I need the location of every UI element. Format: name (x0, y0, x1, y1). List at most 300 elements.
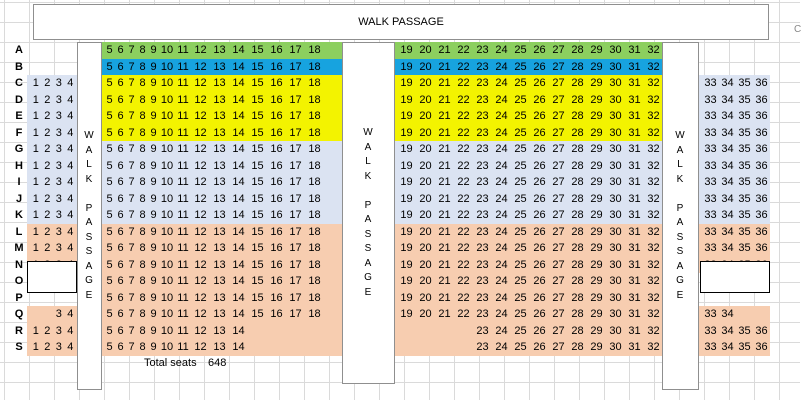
seat-number[interactable]: 11 (177, 60, 189, 73)
seat-number[interactable]: 18 (308, 275, 321, 287)
seat-number[interactable]: 2 (44, 324, 51, 337)
seat-number[interactable]: 4 (67, 192, 74, 205)
seat-number[interactable]: 9 (150, 176, 157, 188)
seat-number[interactable]: 24 (495, 258, 508, 271)
seat-number[interactable] (286, 323, 305, 340)
seat-number[interactable]: 1 (32, 324, 39, 337)
seat-number[interactable]: 7 (128, 258, 135, 271)
seat-number[interactable]: 8 (139, 143, 146, 155)
seat-number[interactable]: 27 (552, 291, 565, 304)
seat-number[interactable]: 5 (106, 44, 113, 56)
seat-number[interactable]: 23 (476, 341, 489, 353)
seat-number[interactable]: 7 (128, 209, 135, 221)
seat-number[interactable]: 23 (476, 110, 489, 122)
seat-number[interactable]: 30 (609, 275, 622, 287)
seat-number[interactable]: 32 (647, 176, 660, 188)
seat-number[interactable]: 16 (270, 225, 283, 238)
seat-number[interactable] (30, 306, 42, 323)
seat-number[interactable]: 16 (270, 308, 283, 320)
seat-number[interactable]: 3 (55, 324, 62, 337)
seat-number[interactable]: 26 (533, 110, 546, 122)
seat-number[interactable]: 19 (400, 275, 413, 287)
seat-number[interactable]: 2 (44, 209, 51, 221)
seat-number[interactable]: 29 (590, 275, 603, 287)
seat-number[interactable]: 29 (590, 110, 603, 122)
seat-number[interactable]: 5 (106, 143, 113, 155)
seat-number[interactable]: 36 (755, 176, 768, 188)
seat-number[interactable]: 1 (32, 143, 39, 155)
seat-number[interactable]: 16 (270, 77, 283, 89)
seat-number[interactable]: 19 (400, 60, 413, 73)
seat-number[interactable]: 16 (270, 126, 283, 139)
seat-number[interactable]: 33 (704, 110, 717, 122)
seat-number[interactable]: 22 (457, 225, 470, 238)
seat-number[interactable]: 1 (32, 126, 39, 139)
seat-number[interactable] (267, 339, 286, 356)
seat-number[interactable]: 18 (308, 60, 321, 73)
seat-number[interactable]: 12 (194, 209, 207, 221)
seat-number[interactable]: 2 (44, 159, 51, 172)
seat-number[interactable] (416, 339, 435, 356)
seat-number[interactable]: 20 (419, 209, 432, 221)
seat-number[interactable]: 11 (177, 110, 189, 122)
seat-number[interactable]: 18 (308, 192, 321, 205)
seat-number[interactable]: 11 (177, 324, 189, 337)
seat-number[interactable]: 34 (721, 176, 734, 188)
seat-number[interactable]: 16 (270, 143, 283, 155)
seat-number[interactable]: 14 (232, 126, 245, 139)
seat-number[interactable]: 9 (150, 341, 157, 353)
seat-number[interactable]: 20 (419, 192, 432, 205)
seat-number[interactable]: 32 (647, 126, 660, 139)
seat-number[interactable]: 20 (419, 60, 432, 73)
seat-number[interactable]: 36 (755, 209, 768, 221)
seat-number[interactable]: 22 (457, 242, 470, 254)
seat-number[interactable]: 20 (419, 291, 432, 304)
seat-number[interactable]: 27 (552, 44, 565, 56)
seat-number[interactable]: 24 (495, 44, 508, 56)
seat-number[interactable]: 25 (514, 225, 527, 238)
seat-number[interactable]: 36 (755, 242, 768, 254)
seat-number[interactable]: 4 (67, 110, 74, 122)
seat-number[interactable]: 10 (160, 143, 174, 155)
seat-number[interactable]: 1 (32, 209, 39, 221)
seat-number[interactable]: 35 (738, 242, 751, 254)
seat-number[interactable]: 9 (150, 209, 157, 221)
seat-number[interactable]: 26 (533, 242, 546, 254)
seat-number[interactable]: 10 (160, 308, 174, 320)
seat-number[interactable] (736, 306, 753, 323)
seat-number[interactable]: 17 (289, 209, 302, 221)
seat-number[interactable]: 25 (514, 324, 527, 337)
seat-number[interactable]: 20 (419, 176, 432, 188)
seat-number[interactable]: 32 (647, 77, 660, 89)
seat-number[interactable]: 25 (514, 77, 527, 89)
seat-number[interactable]: 16 (270, 291, 283, 304)
seat-number[interactable]: 13 (213, 143, 226, 155)
seat-number[interactable]: 11 (177, 275, 189, 287)
seat-number[interactable]: 36 (755, 192, 768, 205)
seat-number[interactable]: 23 (476, 143, 489, 155)
seat-number[interactable]: 13 (213, 77, 226, 89)
seat-number[interactable]: 33 (704, 176, 717, 188)
seat-number[interactable]: 19 (400, 110, 413, 122)
seat-number[interactable]: 29 (590, 242, 603, 254)
seat-number[interactable]: 25 (514, 176, 527, 188)
seat-number[interactable]: 31 (628, 110, 641, 122)
seat-number[interactable]: 19 (400, 126, 413, 139)
seat-number[interactable]: 5 (106, 126, 113, 139)
seat-number[interactable]: 32 (647, 225, 660, 238)
seat-number[interactable]: 27 (552, 143, 565, 155)
seat-number[interactable]: 1 (32, 341, 39, 353)
seat-number[interactable]: 25 (514, 143, 527, 155)
seat-number[interactable]: 12 (194, 93, 207, 106)
seat-number[interactable]: 25 (514, 110, 527, 122)
seat-number[interactable]: 6 (117, 77, 124, 89)
seat-number[interactable] (454, 339, 473, 356)
seat-number[interactable]: 21 (438, 126, 451, 139)
seat-number[interactable]: 36 (755, 225, 768, 238)
seat-number[interactable]: 36 (755, 77, 768, 89)
seat-number[interactable]: 8 (139, 159, 146, 172)
seat-number[interactable]: 31 (628, 44, 641, 56)
seat-number[interactable]: 7 (128, 126, 135, 139)
seat-number[interactable]: 20 (419, 159, 432, 172)
seat-number[interactable]: 18 (308, 77, 321, 89)
seat-number[interactable]: 2 (44, 341, 51, 353)
seat-number[interactable]: 20 (419, 242, 432, 254)
seat-number[interactable]: 12 (194, 110, 207, 122)
seat-number[interactable]: 11 (177, 258, 189, 271)
seat-number[interactable]: 16 (270, 258, 283, 271)
seat-number[interactable]: 29 (590, 126, 603, 139)
seat-number[interactable]: 15 (251, 225, 264, 238)
seat-number[interactable]: 11 (177, 291, 189, 304)
seat-number[interactable]: 35 (738, 192, 751, 205)
seat-number[interactable]: 11 (177, 126, 189, 139)
seat-number[interactable]: 31 (628, 159, 641, 172)
seat-number[interactable]: 4 (67, 225, 74, 238)
seat-number[interactable]: 22 (457, 110, 470, 122)
seat-number[interactable]: 10 (160, 77, 174, 89)
seat-number[interactable]: 18 (308, 143, 321, 155)
seat-number[interactable]: 25 (514, 209, 527, 221)
seat-number[interactable]: 12 (194, 126, 207, 139)
seat-number[interactable]: 1 (32, 192, 39, 205)
seat-number[interactable]: 24 (495, 93, 508, 106)
seat-number[interactable]: 29 (590, 192, 603, 205)
seat-number[interactable]: 8 (139, 209, 146, 221)
seat-number[interactable]: 16 (270, 60, 283, 73)
seat-number[interactable]: 16 (270, 44, 283, 56)
seat-number[interactable]: 33 (704, 225, 717, 238)
seat-number[interactable]: 1 (32, 93, 39, 106)
seat-number[interactable]: 3 (55, 242, 62, 254)
seat-number[interactable]: 18 (308, 242, 321, 254)
seat-number[interactable]: 11 (177, 159, 189, 172)
seat-number[interactable]: 32 (647, 324, 660, 337)
seat-number[interactable]: 4 (67, 209, 74, 221)
seat-number[interactable]: 9 (150, 93, 157, 106)
seat-number[interactable]: 29 (590, 291, 603, 304)
seat-number[interactable]: 33 (704, 192, 717, 205)
seat-number[interactable]: 8 (139, 308, 146, 320)
seat-number[interactable]: 13 (213, 291, 226, 304)
seat-number[interactable]: 5 (106, 176, 113, 188)
seat-number[interactable]: 4 (67, 341, 74, 353)
seat-number[interactable]: 14 (232, 242, 245, 254)
seat-number[interactable]: 3 (55, 192, 62, 205)
seat-number[interactable]: 5 (106, 308, 113, 320)
seat-number[interactable]: 26 (533, 341, 546, 353)
seat-number[interactable]: 25 (514, 275, 527, 287)
seat-number[interactable]: 24 (495, 60, 508, 73)
seat-number[interactable]: 9 (150, 242, 157, 254)
seat-number[interactable]: 10 (160, 324, 174, 337)
seat-number[interactable] (753, 306, 770, 323)
seat-number[interactable]: 14 (232, 291, 245, 304)
seat-number[interactable]: 32 (647, 341, 660, 353)
seat-number[interactable]: 35 (738, 126, 751, 139)
seat-number[interactable]: 5 (106, 324, 113, 337)
seat-number[interactable]: 21 (438, 192, 451, 205)
seat-number[interactable]: 27 (552, 126, 565, 139)
seat-number[interactable]: 22 (457, 291, 470, 304)
seat-number[interactable]: 9 (150, 258, 157, 271)
seat-number[interactable]: 21 (438, 93, 451, 106)
seat-number[interactable]: 34 (721, 308, 734, 320)
seat-number[interactable] (286, 339, 305, 356)
seat-number[interactable]: 13 (213, 44, 226, 56)
seat-number[interactable]: 9 (150, 143, 157, 155)
seat-number[interactable]: 11 (177, 242, 189, 254)
seat-number[interactable]: 22 (457, 93, 470, 106)
seat-number[interactable]: 9 (150, 126, 157, 139)
seat-number[interactable]: 28 (571, 192, 584, 205)
seat-number[interactable]: 7 (128, 44, 135, 56)
seat-number[interactable]: 34 (721, 143, 734, 155)
seat-number[interactable]: 24 (495, 77, 508, 89)
seat-number[interactable]: 27 (552, 77, 565, 89)
seat-number[interactable]: 21 (438, 209, 451, 221)
seat-number[interactable]: 15 (251, 93, 264, 106)
seat-number[interactable]: 25 (514, 291, 527, 304)
seat-number[interactable]: 4 (67, 126, 74, 139)
seat-number[interactable]: 7 (128, 176, 135, 188)
seat-number[interactable]: 17 (289, 44, 302, 56)
seat-number[interactable]: 34 (721, 225, 734, 238)
seat-number[interactable]: 7 (128, 275, 135, 287)
seat-number[interactable]: 28 (571, 209, 584, 221)
seat-number[interactable]: 29 (590, 159, 603, 172)
seat-number[interactable]: 15 (251, 126, 264, 139)
seat-number[interactable]: 6 (117, 225, 124, 238)
seat-number[interactable]: 23 (476, 242, 489, 254)
seat-number[interactable]: 20 (419, 225, 432, 238)
seat-number[interactable]: 9 (150, 225, 157, 238)
seat-number[interactable] (248, 323, 267, 340)
seat-number[interactable]: 33 (704, 93, 717, 106)
seat-number[interactable]: 23 (476, 176, 489, 188)
seat-number[interactable]: 16 (270, 110, 283, 122)
seat-number[interactable]: 31 (628, 143, 641, 155)
seat-number[interactable]: 15 (251, 77, 264, 89)
seat-number[interactable]: 10 (160, 242, 174, 254)
seat-number[interactable]: 5 (106, 242, 113, 254)
seat-number[interactable]: 23 (476, 77, 489, 89)
seat-number[interactable]: 32 (647, 60, 660, 73)
seat-number[interactable]: 32 (647, 44, 660, 56)
seat-number[interactable]: 5 (106, 341, 113, 353)
seat-number[interactable]: 14 (232, 159, 245, 172)
seat-number[interactable]: 15 (251, 60, 264, 73)
seat-number[interactable]: 22 (457, 192, 470, 205)
seat-number[interactable]: 17 (289, 258, 302, 271)
seat-number[interactable]: 12 (194, 77, 207, 89)
seat-number[interactable]: 20 (419, 110, 432, 122)
seat-number[interactable]: 9 (150, 308, 157, 320)
seat-number[interactable]: 35 (738, 341, 751, 353)
seat-number[interactable]: 26 (533, 93, 546, 106)
seat-number[interactable]: 31 (628, 209, 641, 221)
seat-number[interactable]: 31 (628, 126, 641, 139)
seat-number[interactable]: 17 (289, 110, 302, 122)
seat-number[interactable]: 21 (438, 143, 451, 155)
seat-number[interactable]: 11 (177, 341, 189, 353)
seat-number[interactable]: 24 (495, 192, 508, 205)
seat-number[interactable]: 18 (308, 126, 321, 139)
seat-number[interactable]: 25 (514, 308, 527, 320)
seat-number[interactable]: 6 (117, 192, 124, 205)
seat-number[interactable]: 3 (55, 77, 62, 89)
seat-number[interactable]: 28 (571, 126, 584, 139)
seat-number[interactable]: 4 (67, 159, 74, 172)
seat-number[interactable]: 20 (419, 308, 432, 320)
seat-number[interactable]: 35 (738, 176, 751, 188)
seat-number[interactable]: 15 (251, 308, 264, 320)
seat-number[interactable]: 23 (476, 258, 489, 271)
seat-number[interactable] (435, 339, 454, 356)
seat-number[interactable]: 13 (213, 176, 226, 188)
seat-number[interactable]: 30 (609, 176, 622, 188)
seat-number[interactable]: 18 (308, 110, 321, 122)
seat-number[interactable]: 28 (571, 93, 584, 106)
seat-number[interactable]: 36 (755, 110, 768, 122)
seat-number[interactable]: 21 (438, 275, 451, 287)
seat-number[interactable]: 15 (251, 275, 264, 287)
seat-number[interactable]: 21 (438, 77, 451, 89)
seat-number[interactable] (248, 339, 267, 356)
seat-number[interactable]: 26 (533, 126, 546, 139)
seat-number[interactable]: 30 (609, 192, 622, 205)
seat-number[interactable]: 19 (400, 209, 413, 221)
seat-number[interactable]: 11 (177, 77, 189, 89)
seat-number[interactable]: 6 (117, 44, 124, 56)
seat-number[interactable]: 31 (628, 60, 641, 73)
seat-number[interactable]: 14 (232, 209, 245, 221)
seat-number[interactable]: 9 (150, 324, 157, 337)
seat-number[interactable]: 34 (721, 77, 734, 89)
seat-number[interactable]: 6 (117, 159, 124, 172)
seat-number[interactable]: 10 (160, 159, 174, 172)
seat-number[interactable]: 8 (139, 126, 146, 139)
seat-number[interactable]: 23 (476, 192, 489, 205)
seat-number[interactable]: 31 (628, 275, 641, 287)
seat-number[interactable]: 33 (704, 126, 717, 139)
seat-number[interactable]: 23 (476, 308, 489, 320)
seat-number[interactable]: 23 (476, 225, 489, 238)
seat-number[interactable]: 8 (139, 176, 146, 188)
seat-number[interactable]: 33 (704, 341, 717, 353)
seat-number[interactable]: 32 (647, 275, 660, 287)
seat-number[interactable]: 15 (251, 110, 264, 122)
seat-number[interactable]: 24 (495, 308, 508, 320)
seat-number[interactable]: 5 (106, 275, 113, 287)
seat-number[interactable]: 26 (533, 192, 546, 205)
seat-number[interactable]: 13 (213, 341, 226, 353)
seat-number[interactable]: 26 (533, 225, 546, 238)
seat-number[interactable]: 4 (67, 143, 74, 155)
seat-number[interactable]: 26 (533, 324, 546, 337)
seat-number[interactable]: 30 (609, 341, 622, 353)
seat-number[interactable]: 14 (232, 308, 245, 320)
seat-number[interactable]: 5 (106, 192, 113, 205)
seat-number[interactable]: 30 (609, 258, 622, 271)
seat-number[interactable]: 27 (552, 110, 565, 122)
seat-number[interactable]: 17 (289, 225, 302, 238)
seat-number[interactable]: 18 (308, 225, 321, 238)
seat-number[interactable]: 12 (194, 275, 207, 287)
seat-number[interactable]: 36 (755, 126, 768, 139)
seat-number[interactable]: 7 (128, 242, 135, 254)
seat-number[interactable]: 27 (552, 258, 565, 271)
seat-number[interactable]: 30 (609, 209, 622, 221)
seat-number[interactable]: 34 (721, 324, 734, 337)
seat-number[interactable]: 17 (289, 176, 302, 188)
seat-number[interactable]: 24 (495, 225, 508, 238)
seat-number[interactable]: 14 (232, 44, 245, 56)
seat-number[interactable]: 17 (289, 77, 302, 89)
seat-number[interactable]: 18 (308, 159, 321, 172)
seat-number[interactable]: 11 (177, 93, 189, 106)
seat-number[interactable]: 32 (647, 308, 660, 320)
seat-number[interactable]: 6 (117, 275, 124, 287)
seat-number[interactable]: 21 (438, 159, 451, 172)
seat-number[interactable]: 18 (308, 291, 321, 304)
seat-number[interactable]: 7 (128, 324, 135, 337)
seat-number[interactable] (397, 339, 416, 356)
seat-number[interactable]: 24 (495, 143, 508, 155)
seat-number[interactable]: 23 (476, 275, 489, 287)
seat-number[interactable]: 7 (128, 143, 135, 155)
seat-number[interactable]: 29 (590, 143, 603, 155)
seat-number[interactable]: 11 (177, 308, 189, 320)
seat-number[interactable]: 13 (213, 159, 226, 172)
seat-number[interactable]: 3 (55, 176, 62, 188)
seat-number[interactable]: 1 (32, 242, 39, 254)
seat-number[interactable]: 33 (704, 77, 717, 89)
seat-number[interactable]: 8 (139, 291, 146, 304)
seat-number[interactable] (305, 323, 324, 340)
seat-number[interactable]: 2 (44, 126, 51, 139)
seat-number[interactable]: 16 (270, 93, 283, 106)
seat-number[interactable]: 35 (738, 93, 751, 106)
seat-number[interactable]: 27 (552, 341, 565, 353)
seat-number[interactable]: 18 (308, 176, 321, 188)
seat-number[interactable]: 28 (571, 77, 584, 89)
seat-number[interactable]: 5 (106, 60, 113, 73)
